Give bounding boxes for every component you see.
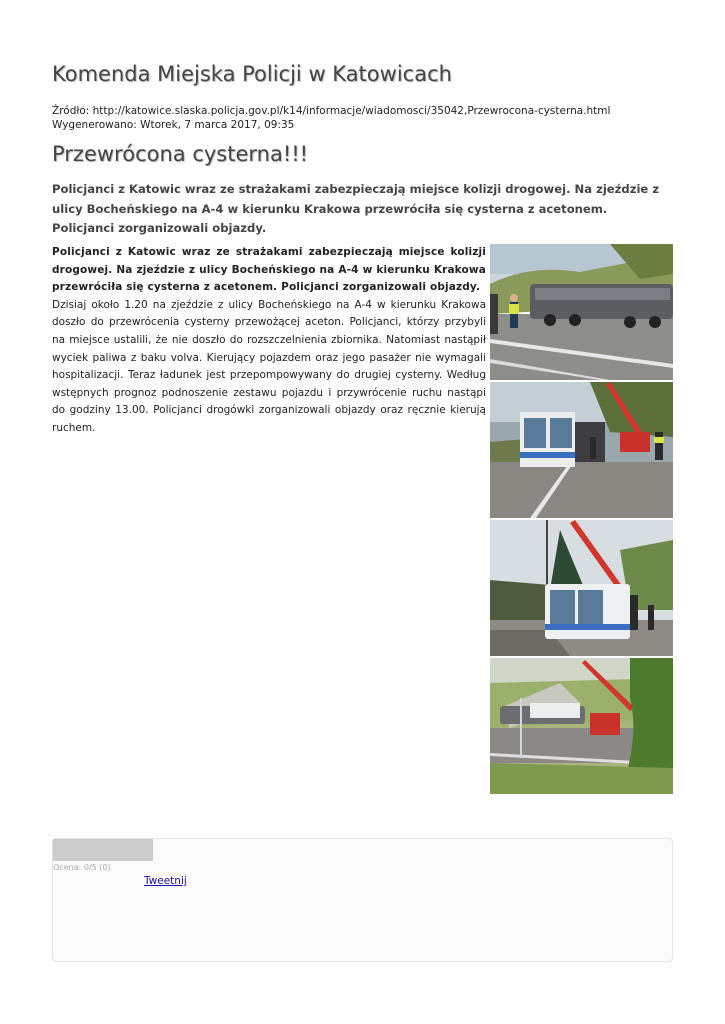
tweet-link[interactable]: Tweetnij	[144, 875, 187, 887]
article-lead: Policjanci z Katowic wraz ze strażakami zabezpieczają miejsce kolizji drogowej. Na zjeździe z ulicy Bocheńskiego na A-4 w kierunku Krakowa przewróciła się cysterna z acetonem. Policjanci zorganizowali objazdy.	[52, 182, 660, 235]
photo-tanker-cab-crane[interactable]	[490, 382, 673, 518]
article-body-text: Dzisiaj około 1.20 na zjeździe z ulicy Bocheńskiego na A-4 w kierunku Krakowa doszło do przewrócenia cysterny przewożącej aceton. Policjanci, którzy przybyli na miejsce ustalili, że nie doszło do rozszczelnienia zbiornika. Natomiast nastąpił wyciek paliwa z baku volva. Kierujący pojazdem oraz jego pasażer nie wymagali hospitalizacji. Teraz ładunek jest przepompowywany do drugiej cysterny. Według wstępnych prognoz podnoszenie zestawu pojazdu i przywrócenie ruchu nastąpi do godziny 13.00. Policjanci drogówki zorganizowali objazdy oraz ręcznie kierują ruchem.	[52, 298, 486, 434]
photo-gallery	[490, 244, 673, 796]
site-title: Komenda Miejska Policji w Katowicach	[52, 62, 452, 86]
document-meta	[52, 104, 610, 132]
photo-tanker-lifting[interactable]	[490, 520, 673, 656]
rating-panel	[52, 838, 673, 962]
generated-line: Wygenerowano: Wtorek, 7 marca 2017, 09:35	[52, 119, 295, 131]
article-title: Przewrócona cysterna!!!	[52, 142, 309, 166]
photo-overturned-tanker-road[interactable]	[490, 244, 673, 380]
rating-label: Ocena: 0/5 (0)	[53, 863, 111, 872]
source-line: Źródło: http://katowice.slaska.policja.gov.pl/k14/informacje/wiadomosci/35042,Przewrocona-cysterna.html	[52, 105, 611, 117]
article-body-bold: Policjanci z Katowic wraz ze strażakami zabezpieczają miejsce kolizji drogowej. Na zjeździe z ulicy Bocheńskiego na A-4 w kierunku Krakowa przewróciła się cysterna z acetonem. Policjanci zorganizowali objazdy.	[52, 246, 486, 294]
article-body	[52, 244, 486, 438]
photo-accident-site-overview[interactable]	[490, 658, 673, 794]
rating-stars-bar[interactable]	[53, 839, 153, 861]
